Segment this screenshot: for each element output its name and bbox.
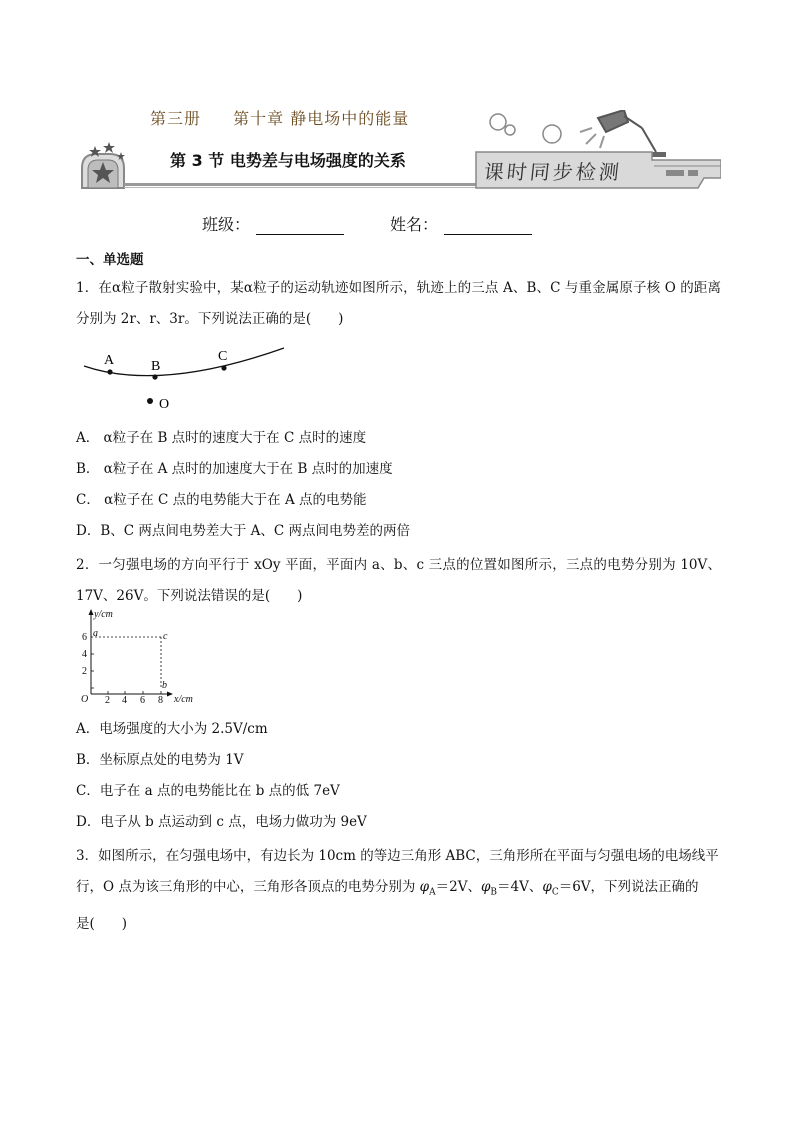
name-blank[interactable]: [444, 220, 532, 235]
q3-line-2: 行，O 点为该三角形的中心，三角形各顶点的电势分别为 $\varphi_A=2V$、$\varphi_B=4V$、$\varphi_C=6V$，下列说法正确的: [76, 879, 699, 898]
x-tick-2: 2: [105, 695, 110, 706]
x-tick-6: 6: [140, 695, 145, 706]
desk-lamp-icon: [580, 110, 666, 157]
q2-option-a[interactable]: A．电场强度的大小为 2.5V/cm: [76, 721, 268, 737]
q3-line-1: 3．如图所示，在匀强电场中，有边长为 10cm 的等边三角形 ABC，三角形所在平面与匀强电场的电场线平: [76, 848, 719, 864]
phi-C: $\varphi_C$: [542, 879, 559, 898]
label-O: O: [159, 397, 170, 412]
section-heading: 一、单选题: [76, 252, 144, 268]
bubbles-decoration: [490, 114, 561, 143]
q1-option-a[interactable]: A． α粒子在 B 点时的速度大于在 C 点时的速度: [76, 430, 367, 446]
y-axis-arrow-icon: [89, 609, 94, 615]
x-axis-label: x/cm: [174, 694, 193, 705]
q3-line-3: 是( ): [76, 915, 128, 932]
q1-trajectory-figure: [80, 340, 290, 412]
phi-B: $\varphi_B$: [480, 879, 498, 898]
section-title: 第 3 节 电势差与电场强度的关系: [170, 151, 406, 170]
class-label: 班级：: [202, 215, 251, 234]
x-axis-arrow-icon: [167, 692, 173, 697]
y-axis-label: y/cm: [94, 609, 113, 620]
point-A: [107, 369, 112, 374]
star-badge-icon: [82, 142, 125, 188]
phi-A: $\varphi_A$: [419, 879, 436, 898]
point-a-label: a: [93, 628, 98, 639]
label-A: A: [104, 353, 115, 368]
student-info-line: [202, 212, 532, 235]
chapter-label: 第十章 静电场中的能量: [233, 109, 410, 128]
q2-text: 2．一匀强电场的方向平行于 xOy 平面，平面内 a、b、c 三点的位置如图所示，三点的电势分别为 10V、17V、26V。下列说法错误的是( ): [76, 557, 721, 604]
book-chapter-line: [150, 106, 435, 129]
x-tick-8: 8: [158, 695, 163, 706]
q2-option-b[interactable]: B．坐标原点处的电势为 1V: [76, 752, 244, 768]
label-B: B: [151, 359, 161, 374]
point-b-label: b: [162, 680, 167, 691]
point-c-label: c: [163, 631, 168, 642]
point-O: [147, 398, 153, 404]
point-B: [152, 374, 157, 379]
origin-label: O: [81, 694, 89, 705]
badge-label: 课时同步检测: [482, 160, 624, 184]
label-C: C: [218, 349, 228, 364]
q1-option-b[interactable]: B． α粒子在 A 点时的加速度大于在 B 点时的加速度: [76, 461, 393, 477]
book-label: 第三册: [150, 109, 202, 128]
name-label: 姓名：: [390, 215, 439, 234]
q2-option-d[interactable]: D．电子从 b 点运动到 c 点，电场力做功为 9eV: [76, 814, 367, 830]
q1-text: 1．在α粒子散射实验中，某α粒子的运动轨迹如图所示，轨迹上的三点 A、B、C 与重金属原子核 O 的距离分别为 2r、r、3r。下列说法正确的是( ): [76, 280, 721, 327]
class-blank[interactable]: [256, 220, 344, 235]
q2-option-c[interactable]: C．电子在 a 点的电势能比在 b 点的低 7eV: [76, 783, 340, 799]
point-C: [221, 365, 226, 370]
q2-coordinate-figure: [78, 606, 208, 706]
y-tick-4: 4: [82, 649, 87, 660]
y-tick-6: 6: [82, 632, 87, 643]
q1-option-d[interactable]: D．B、C 两点间电势差大于 A、C 两点间电势差的两倍: [76, 523, 411, 539]
q1-option-c[interactable]: C． α粒子在 C 点的电势能大于在 A 点的电势能: [76, 492, 367, 508]
x-tick-4: 4: [122, 695, 127, 706]
y-tick-2: 2: [82, 666, 87, 677]
q3-text: [76, 841, 721, 940]
